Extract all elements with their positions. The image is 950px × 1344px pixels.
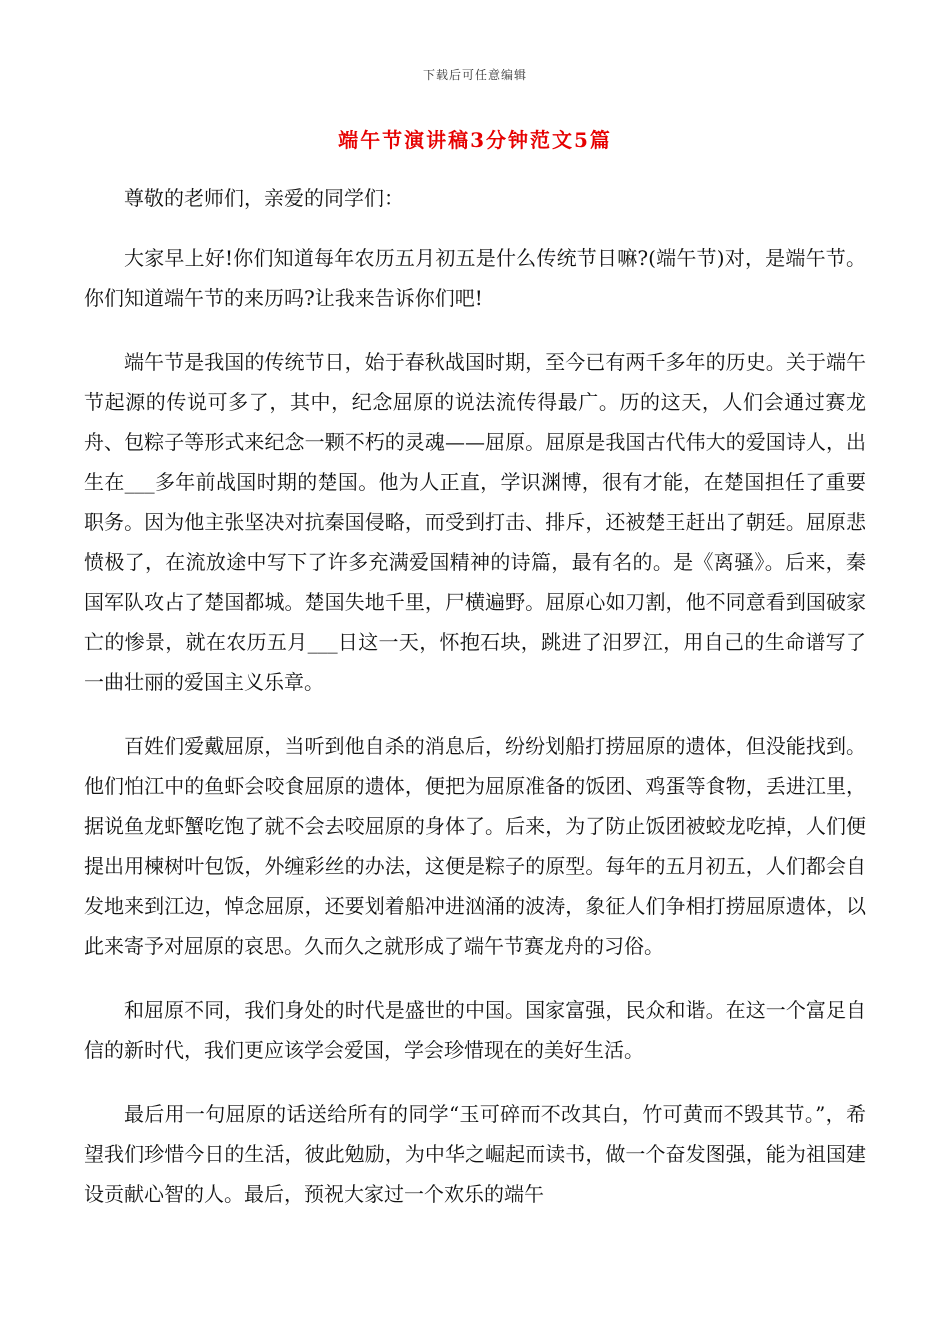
paragraph-customs: 百姓们爱戴屈原，当听到他自杀的消息后，纷纷划船打捞屈原的遗体，但没能找到。他们怕江中的鱼虾会咬食屈原的遗体，便把为屈原准备的饭团、鸡蛋等食物，丢进江里，据说鱼龙虾蟹吃饱了就不会去咬屈原的身体了。后来，为了防止饭团被蛟龙吃掉，人们便提出用楝树叶包饭，外缠彩丝的办法，这便是粽子的原型。每年的五月初五，人们都会自发地来到江边，悼念屈原，还要划着船冲进汹涌的波涛，象征人们争相打捞屈原遗体，以此来寄予对屈原的哀思。久而久之就形成了端午节赛龙舟的习俗。 — [84, 734, 866, 958]
header-note: 下载后可任意编辑 — [422, 68, 527, 82]
paragraph-closing: 最后用一句屈原的话送给所有的同学“玉可碎而不改其白，竹可黄而不毁其节。”，希望我们珍惜今日的生活，彼此勉励，为中华之崛起而读书，做一个奋发图强，能为祖国建设贡献心智的人。最后，预祝大家过一个欢乐的端午 — [84, 1102, 866, 1206]
paragraph-modern-times: 和屈原不同，我们身处的时代是盛世的中国。国家富强，民众和谐。在这一个富足自信的新时代，我们更应该学会爱国，学会珍惜现在的美好生活。 — [84, 998, 866, 1062]
document-body — [84, 178, 866, 1238]
paragraph-history: 端午节是我国的传统节日，始于春秋战国时期，至今已有两千多年的历史。关于端午节起源的传说可多了，其中，纪念屈原的说法流传得最广。历的这天，人们会通过赛龙舟、包粽子等形式来纪念一颗不朽的灵魂——屈原。屈原是我国古代伟大的爱国诗人，出生在___多年前战国时期的楚国。他为人正直，学识渊博，很有才能，在楚国担任了重要职务。因为他主张坚决对抗秦国侵略，而受到打击、排斥，还被楚王赶出了朝廷。屈原悲愤极了，在流放途中写下了许多充满爱国精神的诗篇，最有名的。是《离骚》。后来，秦国军队攻占了楚国都城。楚国失地千里，尸横遍野。屈原心如刀割，他不同意看到国破家亡的惨景，就在农历五月___日这一天，怀抱石块，跳进了汨罗江，用自己的生命谱写了一曲壮丽的爱国主义乐章。 — [84, 350, 866, 694]
paragraph-greeting: 大家早上好!你们知道每年农历五月初五是什么传统节日嘛?(端午节)对，是端午节。你们知道端午节的来历吗?让我来告诉你们吧! — [84, 246, 866, 310]
salutation: 尊敬的老师们，亲爱的同学们： — [124, 186, 404, 210]
document-title: 端午节演讲稿3分钟范文5篇 — [338, 128, 612, 152]
